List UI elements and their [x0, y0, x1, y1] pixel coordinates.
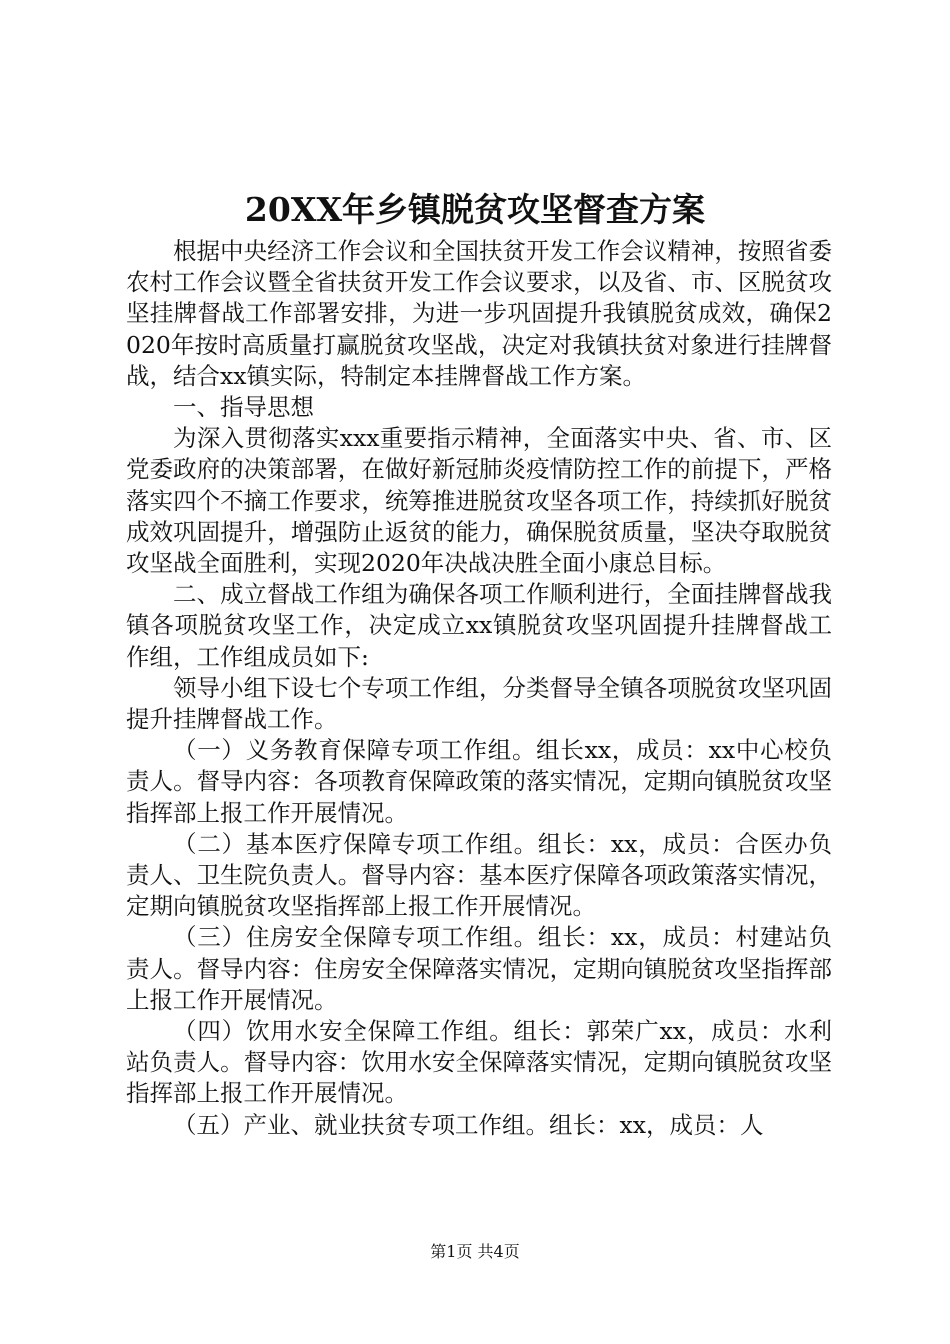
section-heading-guiding-ideology: 一、指导思想 — [173, 393, 314, 422]
document-body — [126, 236, 832, 1141]
paragraph-group-education: （一）义务教育保障专项工作组。组长xx，成员：xx中心校负责人。督导内容：各项教育保障政策的落实情况，定期向镇脱贫攻坚指挥部上报工作开展情况。 — [126, 736, 832, 827]
document-title: 20XX年乡镇脱贫攻坚督查方案 — [244, 190, 706, 229]
page-number: 第1页 共4页 — [430, 1242, 520, 1261]
paragraph-guiding-ideology: 为深入贯彻落实xxx重要指示精神，全面落实中央、省、市、区党委政府的决策部署，在做好新冠肺炎疫情防控工作的前提下，严格落实四个不摘工作要求，统筹推进脱贫攻坚各项工作，持续抓好脱贫成效巩固提升，增强防止返贫的能力，确保脱贫质量，坚决夺取脱贫攻坚战全面胜利，实现2020年决战决胜全面小康总目标。 — [126, 424, 832, 578]
paragraph-group-industry: （五）产业、就业扶贫专项工作组。组长：xx，成员：人 — [173, 1110, 764, 1139]
paragraph-special-groups: 领导小组下设七个专项工作组，分类督导全镇各项脱贫攻坚巩固提升挂牌督战工作。 — [126, 673, 832, 734]
paragraph-group-water: （四）饮用水安全保障工作组。组长：郭荣广xx，成员：水利站负责人。督导内容：饮用水安全保障落实情况，定期向镇脱贫攻坚指挥部上报工作开展情况。 — [126, 1017, 832, 1108]
paragraph-group-medical: （二）基本医疗保障专项工作组。组长：xx，成员：合医办负责人、卫生院负责人。督导内容：基本医疗保障各项政策落实情况，定期向镇脱贫攻坚指挥部上报工作开展情况。 — [126, 829, 832, 921]
paragraph-group-housing: （三）住房安全保障专项工作组。组长：xx，成员：村建站负责人。督导内容：住房安全保障落实情况，定期向镇脱贫攻坚指挥部上报工作开展情况。 — [126, 923, 832, 1014]
paragraph-working-group: 二、成立督战工作组为确保各项工作顺利进行，全面挂牌督战我镇各项脱贫攻坚工作，决定成立xx镇脱贫攻坚巩固提升挂牌督战工作组，工作组成员如下: — [126, 580, 832, 671]
paragraph-intro: 根据中央经济工作会议和全国扶贫开发工作会议精神，按照省委农村工作会议暨全省扶贫开发工作会议要求，以及省、市、区脱贫攻坚挂牌督战工作部署安排，为进一步巩固提升我镇脱贫成效，确保2020年按时高质量打赢脱贫攻坚战，决定对我镇扶贫对象进行挂牌督战，结合xx镇实际，特制定本挂牌督战工作方案。 — [126, 237, 832, 390]
